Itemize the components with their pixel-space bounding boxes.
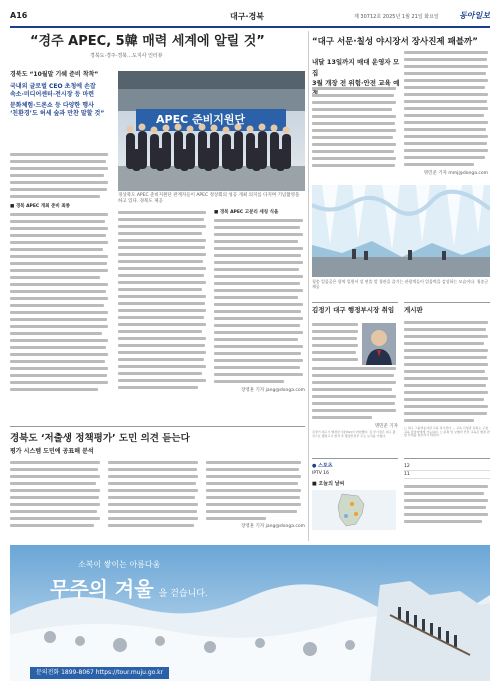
apec-section-marker-2: ■ 경북 APEC 고분리 세칭 식을 bbox=[214, 210, 279, 215]
ad-footer bbox=[30, 667, 169, 679]
newspaper-logo: 동아일보 bbox=[459, 11, 490, 20]
sports-title: 스포츠 bbox=[318, 463, 333, 469]
market-reporter: 명민준 기자 mmj@donga.com bbox=[423, 171, 488, 176]
sports-lines bbox=[404, 485, 490, 535]
policy-reporter: 장영훈 기자 jang@donga.com bbox=[241, 524, 305, 529]
policy-article bbox=[10, 426, 305, 539]
apec-subhead-1: 경북도 “10월말 기쉐 준비 착착” bbox=[10, 71, 99, 78]
market-headline: “대구 서문·칠성 야시장서 장사진제 패블까” bbox=[312, 37, 478, 47]
person-body-text: 김정기 대구시 행정부시장(52)이 취임했다. 김 부시장은 대구 출신으로 행정고시 합격 후 행정안전부 주요 보직을 거쳤다. bbox=[312, 430, 396, 438]
sports-row-value-2 bbox=[404, 471, 490, 479]
notice-title: 게시판 bbox=[404, 306, 423, 314]
sports-header bbox=[312, 462, 398, 469]
notice-body bbox=[404, 321, 490, 451]
issue-info: 제 30712호 2025년 1월 21일 화요일 bbox=[354, 14, 439, 20]
ad-footer-text: 문의전화 1899-8067 https://tour.muju.go.kr bbox=[36, 669, 164, 676]
apec-subheads bbox=[10, 71, 110, 118]
apec-section-marker: ■ 경북 APEC 개최 준비 최종 bbox=[10, 204, 71, 209]
section-title: 대구·경북 bbox=[230, 12, 264, 21]
ad-tail-text: 을 걷습니다. bbox=[158, 589, 208, 599]
sports-value-1: 12 bbox=[404, 464, 410, 469]
sports-table-grid bbox=[404, 463, 490, 479]
apec-reporter: 장영훈 기자 jang@donga.com bbox=[241, 388, 305, 393]
ice-waterfall-photo bbox=[312, 185, 490, 277]
ad-small-text: 소복이 쌓이는 아름다움 bbox=[78, 560, 161, 569]
apec-article bbox=[10, 31, 305, 426]
apec-headline: “경주 APEC, 5韓 매력 세계에 알릴 것” bbox=[30, 34, 265, 49]
weather-title: ■ 오늘의 날씨 bbox=[312, 481, 345, 487]
apec-subhead-5: ‘친환경’도 허세 숲과 만찬 말할 것” bbox=[10, 110, 105, 118]
market-article bbox=[312, 31, 490, 293]
sports-value-2: 11 bbox=[404, 472, 410, 477]
apec-banner: APEC 준비지원단 bbox=[156, 113, 246, 126]
person-headline: 김정기 대구 행정부시장 취임 bbox=[312, 306, 395, 314]
sports-table bbox=[404, 458, 490, 539]
sports-icon: ● bbox=[312, 463, 317, 469]
apec-group-photo bbox=[118, 71, 305, 191]
apec-body-col-2 bbox=[118, 211, 208, 421]
sports-row-1 bbox=[312, 471, 398, 476]
policy-headline: 경북도 ‘저출생 정책평가’ 도민 의견 듣는다 bbox=[10, 433, 190, 444]
page-header bbox=[10, 10, 490, 28]
market-subhead: 내달 13일까지 매대 운영자 모집 3월 개장 전 위험·안전 교육 예 bbox=[312, 58, 400, 87]
apec-subhead-4: 문화체험·드론쇼 등 다양한 행사 bbox=[10, 102, 94, 110]
sports-row-1-label: IPTV 16 bbox=[312, 471, 330, 476]
policy-subhead: 평가 시스템 도민에 공표해 분석 bbox=[10, 448, 94, 456]
page-number: A16 bbox=[10, 11, 28, 20]
apec-body-col-1 bbox=[10, 153, 110, 423]
ad-main-text: 무주의 겨울 bbox=[50, 577, 154, 601]
weather-map bbox=[312, 490, 396, 530]
sports-row-value-1 bbox=[404, 463, 490, 471]
policy-body bbox=[10, 461, 305, 537]
column-divider bbox=[308, 31, 309, 541]
ad-main-title bbox=[50, 573, 208, 602]
sports-box bbox=[312, 458, 398, 539]
apec-body-col-3 bbox=[214, 211, 305, 421]
person-body bbox=[312, 323, 398, 443]
apec-subhead-2: 국내외 글로벌 CEO 초청에 손잡 bbox=[10, 83, 96, 91]
apec-photo-caption: 경상북도 APEC 준비지원단 관계자들이 APEC 정상회의 성공 개최 의지를 다지며 기념촬영을 하고 있다. 경북도 제공 bbox=[118, 193, 300, 204]
apec-subhead-3: 속소·미디어센터·전시장 등 마련 bbox=[10, 91, 95, 99]
muju-winter-ad bbox=[10, 545, 490, 681]
notice-board bbox=[404, 302, 490, 453]
notice-body-text: □ 대구 그룹영동여관 교육 실시한다 — 교육 신청과 문의는 구청 교육 담당자에게 가능하다. □ 분축 및 보행자 안전 교육은 행정 관할 안내를 참조하기 바란다. bbox=[404, 426, 490, 438]
person-article bbox=[312, 302, 398, 453]
ice-photo-caption: 청송 얼음골은 광역 일원서 설 연휴 앞 경관을 즐기는 관광객들이 얼음벽을 감상하는 모습이다. 청송군 제공 bbox=[312, 279, 489, 290]
person-reporter: 명민준 기자 bbox=[374, 424, 398, 429]
apec-byline: 경북도·경주·경북…도지사 인터뷰 bbox=[90, 53, 163, 60]
